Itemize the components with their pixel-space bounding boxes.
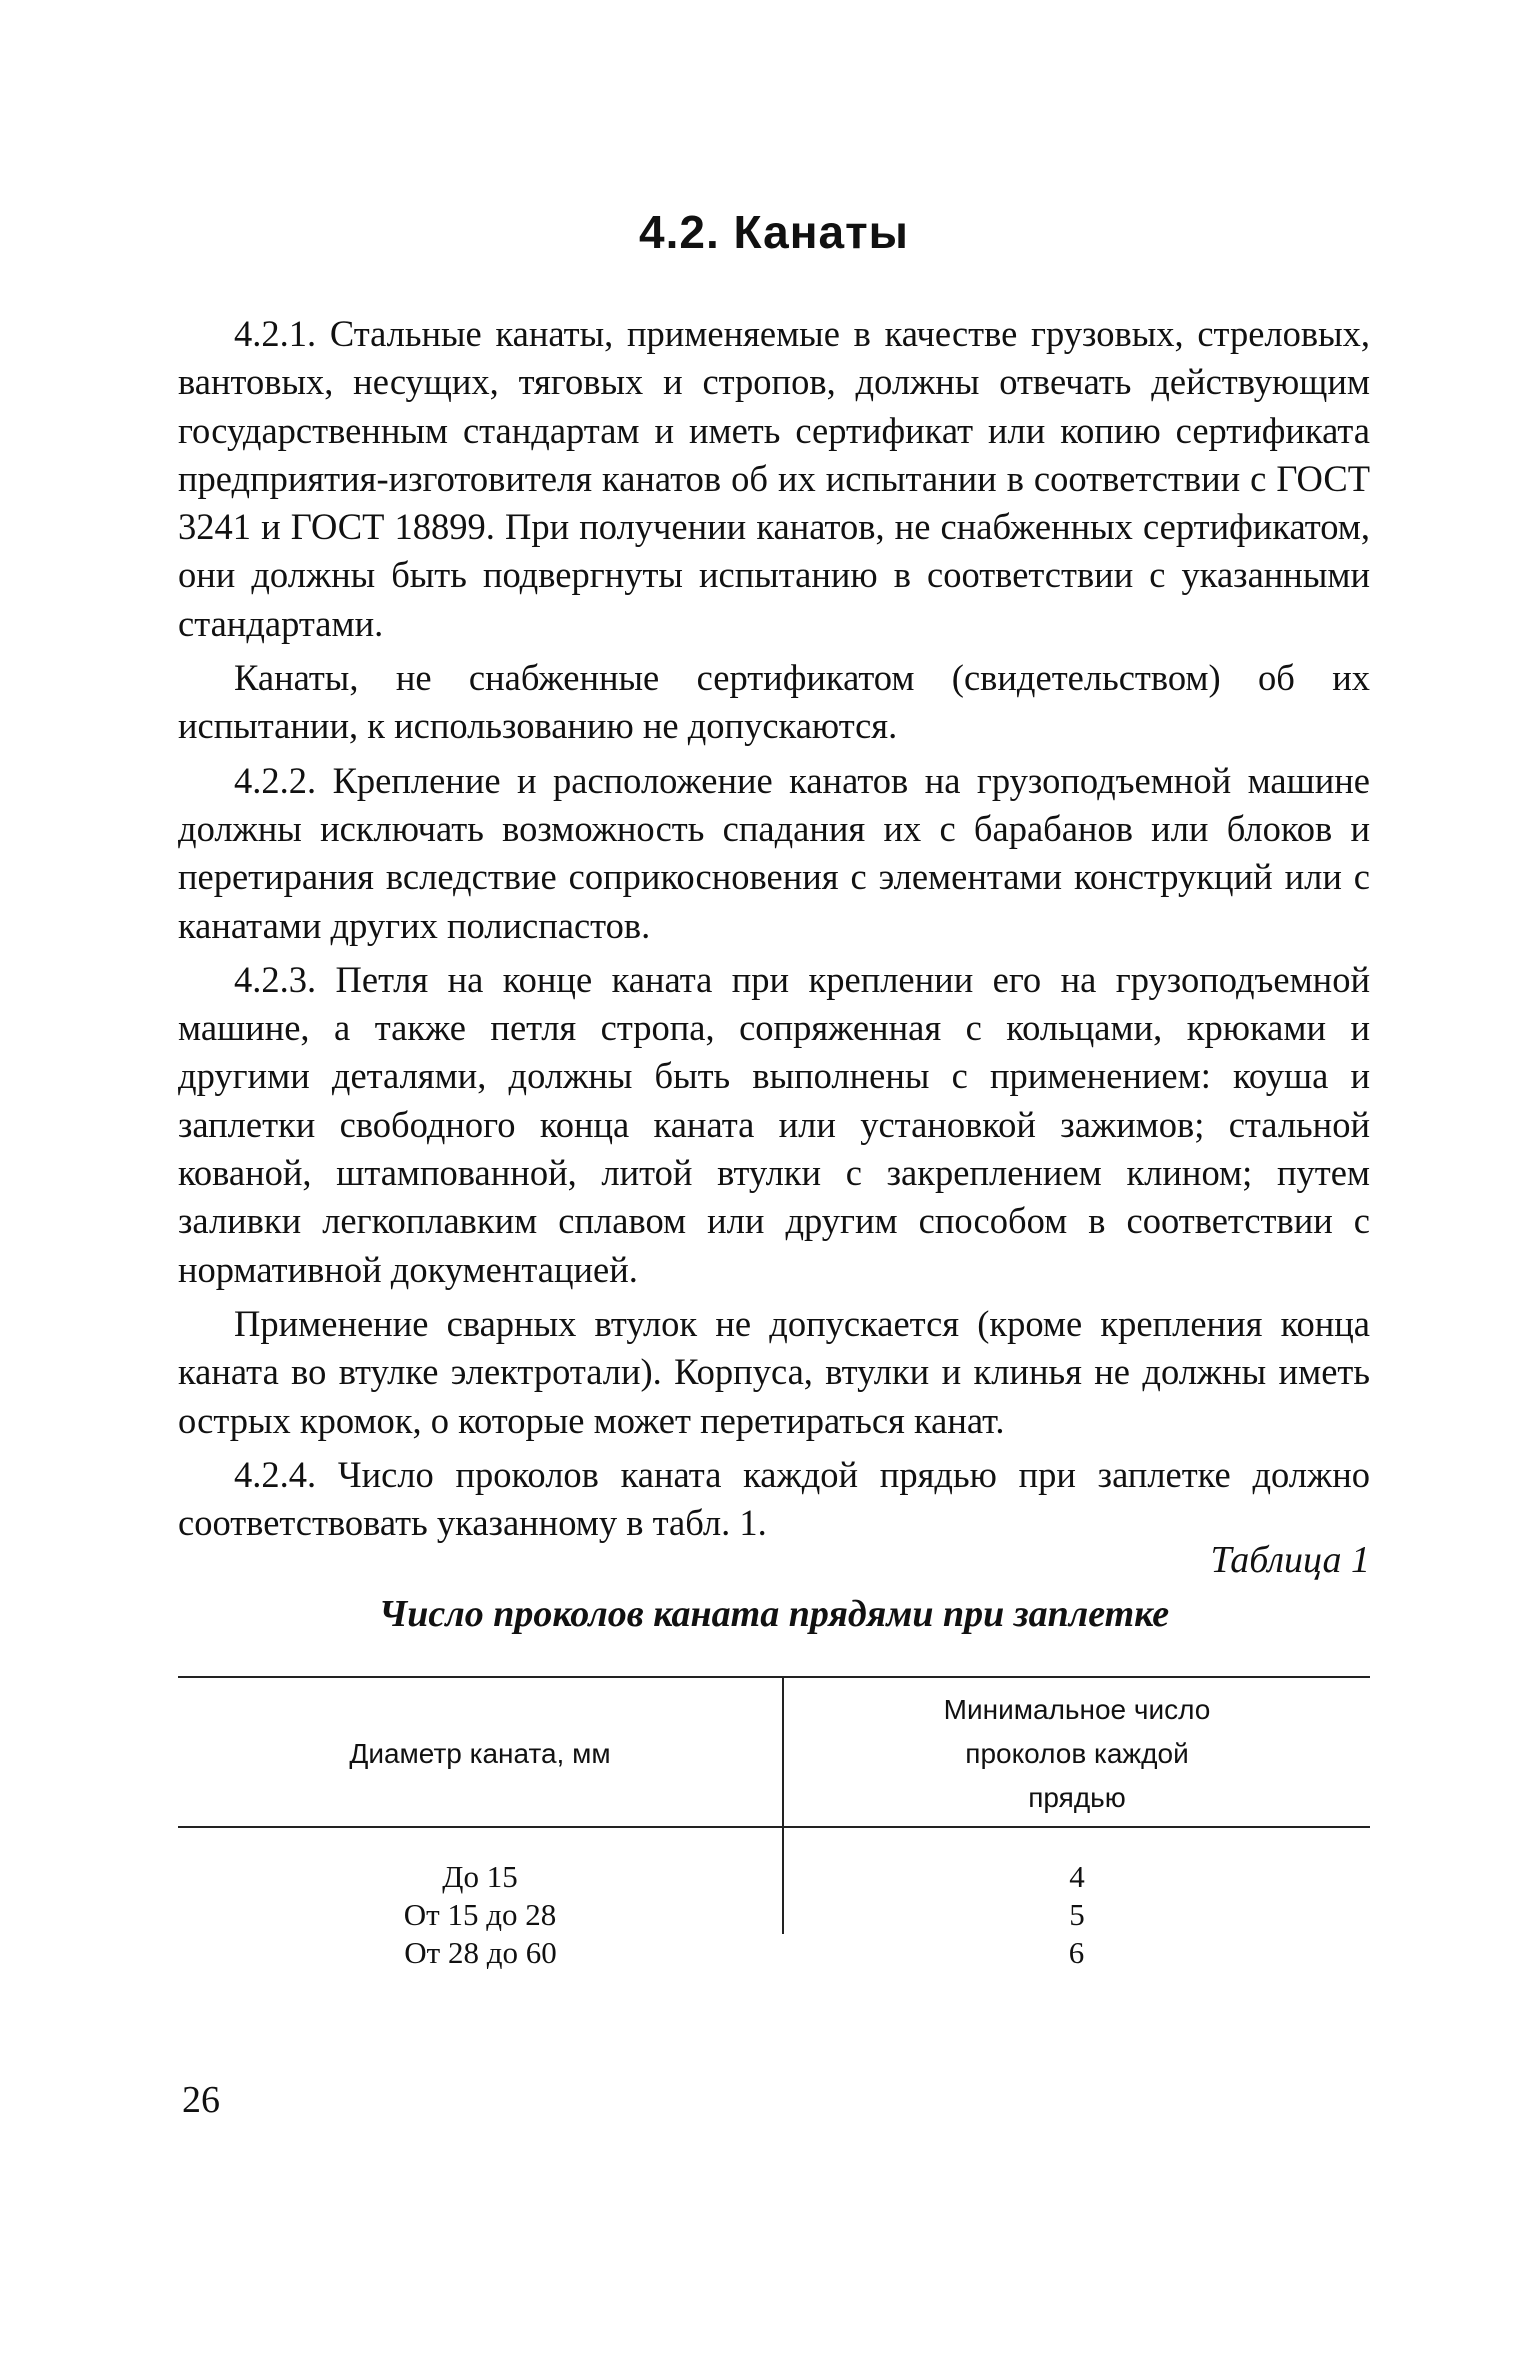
table-label: Таблица 1	[1210, 1539, 1370, 1581]
document-page	[178, 0, 1370, 2363]
page-number: 26	[182, 2079, 220, 2121]
cell-punctures: 4	[1069, 1859, 1085, 1894]
paragraph-welded-sleeves: Применение сварных втулок не допускается (кроме крепления конца каната во втулке электротали). Корпуса, втулки и клинья не должны иметь острых кромок, о которые может перетираться канат.	[178, 1302, 1370, 1441]
table-row	[178, 1896, 1370, 1934]
paragraph-certificate-note: Канаты, не снабженные сертификатом (свидетельством) об их испытании, к использованию не допускаются.	[178, 657, 1370, 747]
cell-diameter: От 28 до 60	[404, 1935, 557, 1970]
header-min-punctures	[783, 1677, 1370, 1827]
header-rope-diameter: Диаметр каната, мм	[178, 1677, 783, 1827]
paragraph-4-2-4: 4.2.4. Число проколов каната каждой прядью при заплетке должно соответствовать указанному в табл. 1.	[178, 1453, 1370, 1544]
paragraph-4-2-2: 4.2.2. Крепление и расположение канатов на грузоподъемной машине должны исключать возможность спадания их с барабанов или блоков и перетирания вследствие соприкосновения с элементами конструкций или с канатами других полиспастов.	[178, 759, 1370, 946]
paragraph-4-2-1: 4.2.1. Стальные канаты, применяемые в качестве грузовых, стреловых, вантовых, несущих, тяговых и стропов, должны отвечать действующим государственным стандартам и иметь сертификат или копию сертификата предприятия-изготовителя канатов об их испытании в соответствии с ГОСТ 3241 и ГОСТ 18899. При получении канатов, не снабженных сертификатом, они должны быть подвергнуты испытанию в соответствии с указанными стандартами.	[178, 313, 1370, 644]
paragraph-4-2-3: 4.2.3. Петля на конце каната при креплении его на грузоподъемной машине, а также петля стропа, сопряженная с кольцами, крюками и другими деталями, должны быть выполнены с применением: коуша и заплетки свободного конца каната или установкой зажимов; стальной кованой, штампованной, литой втулки с закреплением клином; путем заливки легкоплавким сплавом или другим способом в соответствии с нормативной документацией.	[178, 958, 1370, 1290]
table-row	[178, 1827, 1370, 1896]
table-header-row	[178, 1677, 1370, 1827]
section-title: 4.2. Канаты	[639, 206, 909, 258]
punctures-table	[178, 1676, 1370, 1972]
header-min-punctures-text: Минимальное число проколов каждой прядью	[943, 1694, 1211, 1813]
cell-diameter: От 15 до 28	[178, 1896, 783, 1934]
cell-punctures: 6	[1068, 1935, 1085, 1970]
cell-diameter: До 15	[178, 1827, 783, 1896]
body-text	[178, 310, 1370, 1553]
cell-punctures: 5	[1069, 1897, 1085, 1932]
table-row	[178, 1934, 1370, 1972]
table-title: Число проколов каната прядями при заплетке	[378, 1593, 1170, 1635]
